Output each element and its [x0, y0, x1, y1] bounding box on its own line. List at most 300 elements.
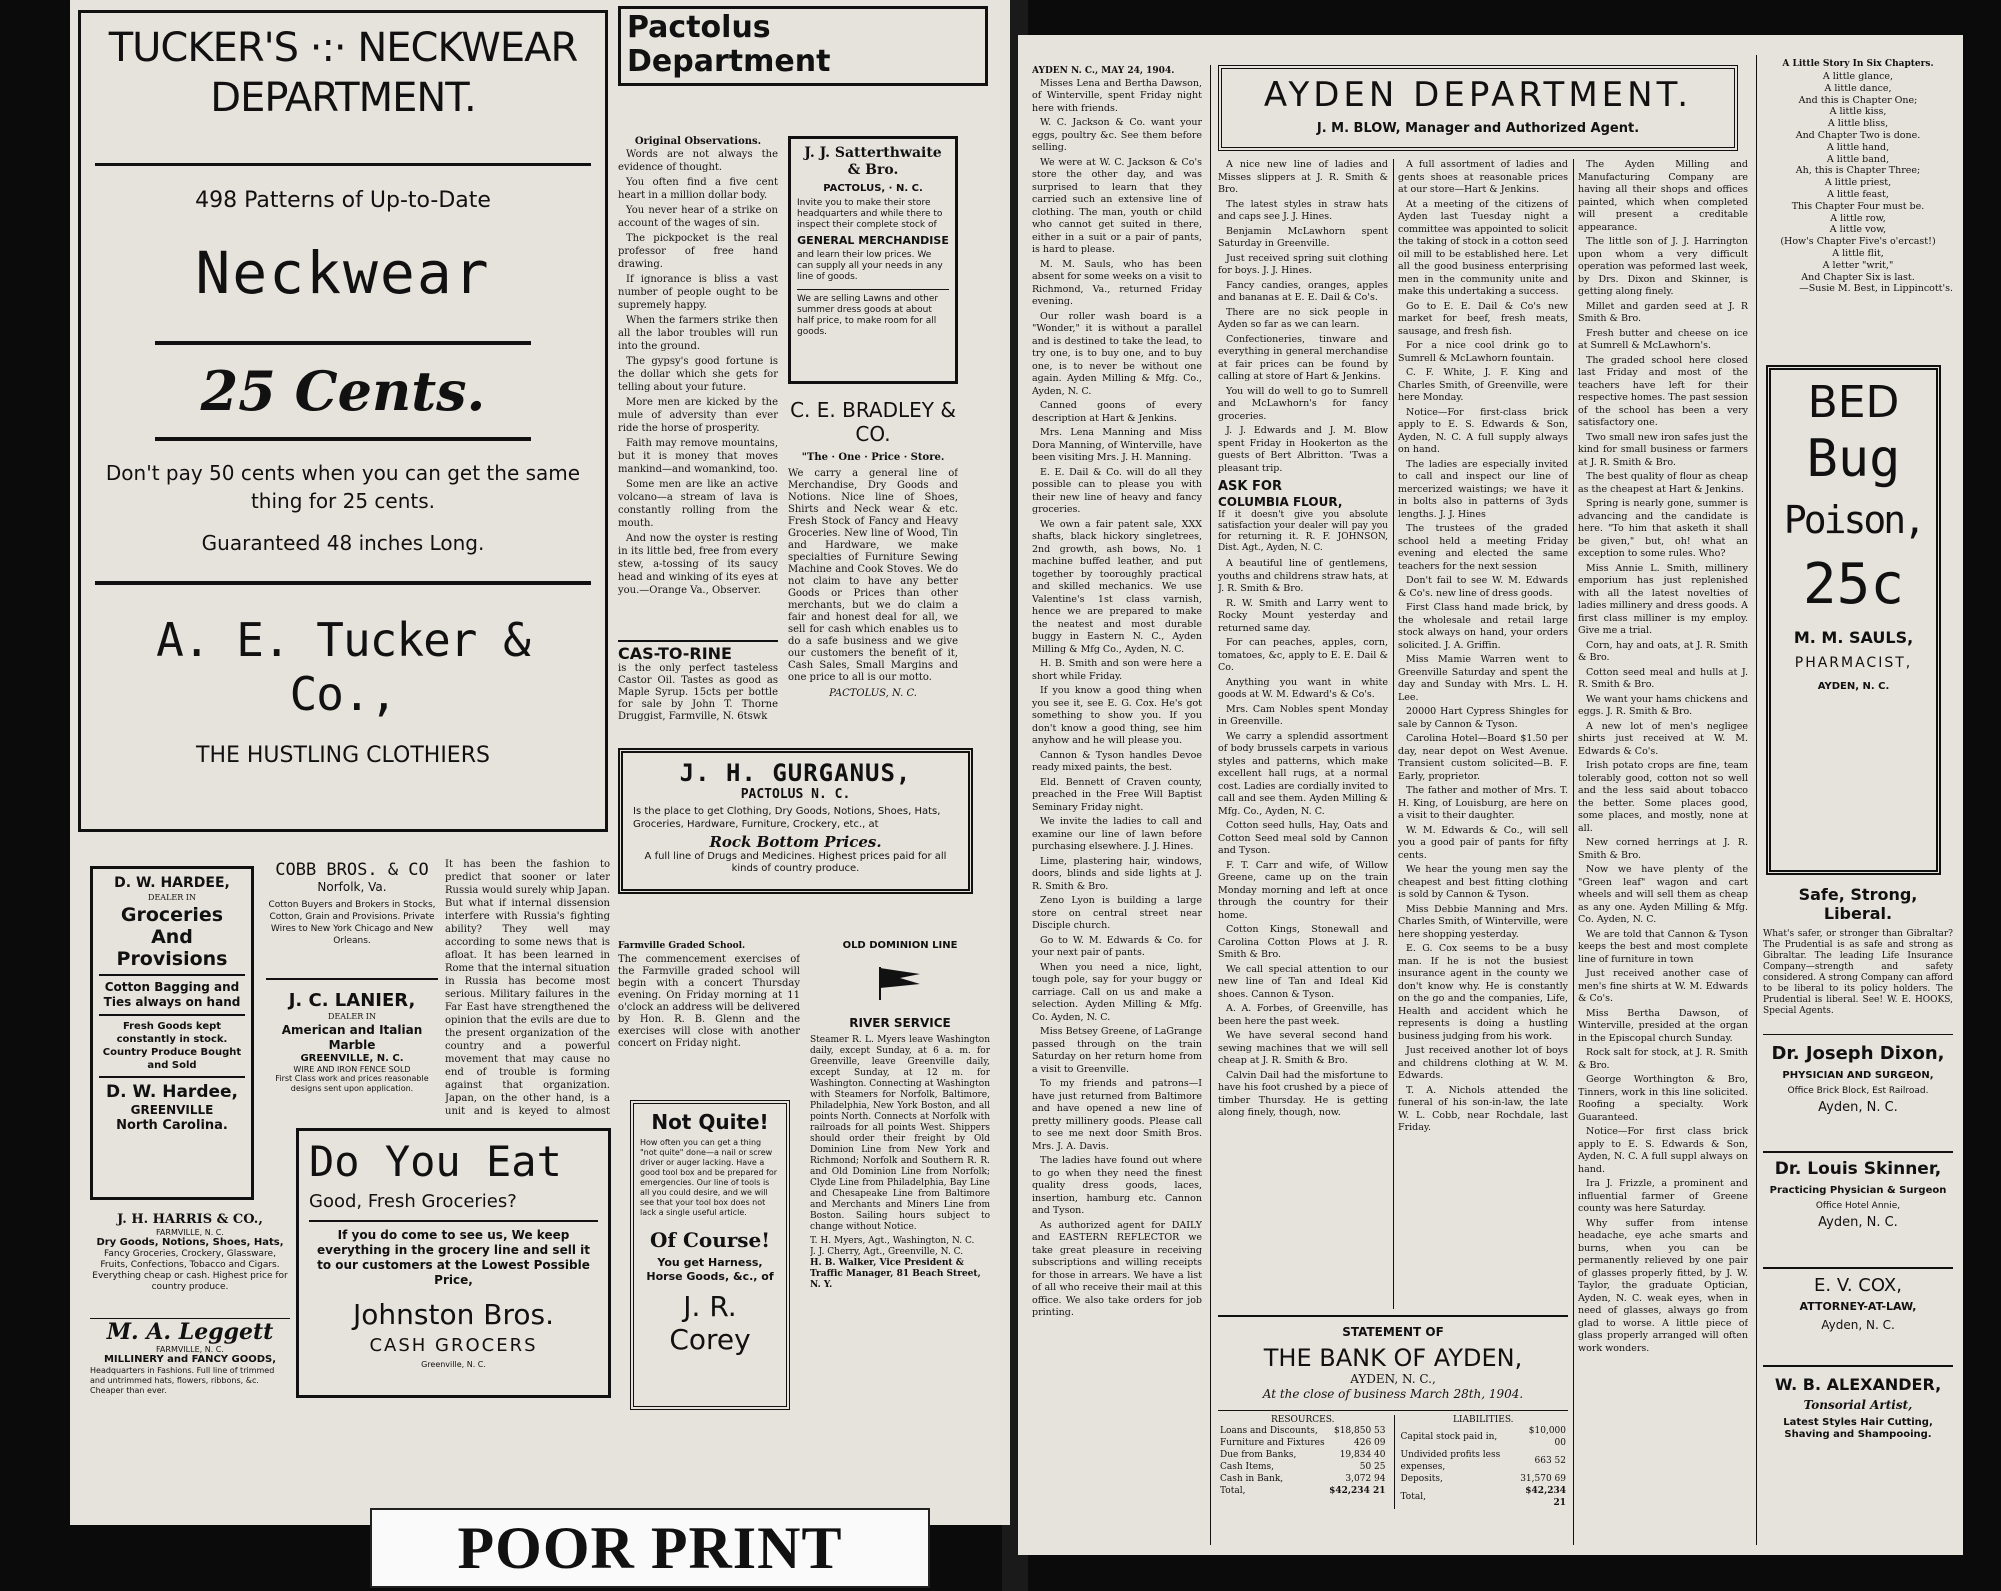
divider [155, 341, 531, 345]
news-item: Don't fail to see W. M. Edwards & Co's. new line of dress goods. [1398, 575, 1568, 599]
row-label: Total, [1400, 1492, 1426, 1502]
bedbug-l4: 25c [1802, 552, 1905, 617]
divider [95, 163, 591, 166]
poem-line: Ah, this is Chapter Three; [1795, 165, 1921, 177]
observation: Words are not always the evidence of thought. [618, 149, 778, 173]
divider [309, 1220, 598, 1222]
resources-title: RESOURCES. [1271, 1415, 1335, 1425]
harris-name: J. H. HARRIS & CO., [117, 1212, 263, 1227]
castorine-body: is the only perfect tasteless Castor Oil. Tastes as good as Maple Syrup. 15cts per bottle for sale by John T. Thorne Druggist, Farmville, N. 6tswk [618, 663, 778, 722]
divider [99, 1014, 245, 1016]
skinner-place: Ayden, N. C. [1818, 1215, 1898, 1230]
news-item: F. T. Carr and wife, of Willow Greene, came up on the train Monday morning and left at once through the country for their home. [1218, 859, 1388, 921]
observation: The gypsy's good fortune is the dollar which she gets for telling about your future. [618, 356, 778, 393]
dominion-river: RIVER SERVICE [849, 1016, 951, 1030]
news-item: A new lot of men's negligee shirts just received at W. M. Edwards & Co's. [1578, 720, 1748, 757]
row-label: Furniture and Fixtures [1220, 1438, 1325, 1448]
news-item: Cannon & Tyson handles Devoe ready mixed paints, the best. [1032, 749, 1202, 773]
news-item: Just received spring suit clothing for boys. J. J. Hines. [1218, 252, 1388, 276]
hardee-dealer: DEALER IN [148, 893, 196, 902]
table-row [1399, 1449, 1569, 1473]
news-item: 20000 Hart Cypress Shingles for sale by Cannon & Tyson. [1398, 706, 1568, 730]
news-item: Zeno Lyon is building a large store on central street near Disciple church. [1032, 895, 1202, 931]
news-item: Now we have plenty of the "Green leaf" wagon and cart wheels and will sell them as cheap as any one. Ayden Milling & Mfg. Co. Ayden, N. C. [1578, 864, 1748, 925]
news-item: M. M. Sauls, who has been absent for some weeks on a visit to Richmond, Va., returned Friday evening. [1032, 258, 1202, 307]
bank-close: At the close of business March 28th, 1904. [1262, 1387, 1524, 1401]
cox-name: E. V. COX, [1814, 1275, 1902, 1296]
prudential-title: Safe, Strong, Liberal. [1798, 885, 1918, 923]
hardee-name: D. W. HARDEE, [114, 875, 230, 891]
harris-body: Fancy Groceries, Crockery, Glassware, Fruits, Confections, Tobacco and Cigars. Everything cheap or cash. Highest price for country produce. [92, 1249, 288, 1292]
table-row [1218, 1449, 1388, 1461]
satterthwaite-ad [788, 136, 958, 384]
school-article [618, 940, 800, 1080]
lanier-dealer: DEALER IN [328, 1012, 376, 1021]
news-item: Benjamin McLawhorn spent Saturday in Greenville. [1218, 225, 1388, 249]
hardee-ad [90, 866, 254, 1200]
news-item: J. J. Edwards and J. M. Blow spent Friday in Hookerton as the guests of Bert Albritton. 'Twas a pleasant trip. [1218, 425, 1388, 474]
divider [99, 1076, 245, 1078]
castorine-ad [618, 640, 778, 750]
harris-ad [90, 1212, 290, 1312]
story-poem [1763, 59, 1953, 359]
skinner-name: Dr. Louis Skinner, [1774, 1159, 1942, 1179]
story-title: A Little Story In Six Chapters. [1782, 59, 1934, 69]
news-item: T. A. Nichols attended the funeral of his son-in-law, the late W. L. Cobb, near Rochdale, last Friday. [1398, 1084, 1568, 1133]
row-label: Cash Items, [1220, 1462, 1275, 1472]
lanier-line: American and Italian Marble [281, 1023, 423, 1052]
news-item: Anything you want in white goods at W. M. Edward's & Co's. [1218, 676, 1388, 700]
bedbug-name: M. M. SAULS, [1793, 628, 1914, 647]
poem-line: A little flit, [1832, 247, 1884, 259]
alexander-body: Latest Styles Hair Cutting, Shaving and Shampooing. [1783, 1417, 1933, 1440]
divider [95, 581, 591, 585]
news-item: Cotton seed hulls, Hay, Oats and Cotton Seed meal sold by Cannon and Tyson. [1218, 820, 1388, 856]
row-value: $10,000 00 [1528, 1426, 1566, 1448]
hardee-town: GREENVILLE [130, 1103, 214, 1117]
column-rule [1393, 159, 1394, 1309]
bradley-slogan: "The · One · Price · Store. [801, 452, 945, 463]
dixon-card [1763, 1043, 1953, 1153]
flour-body: If it doesn't give you absolute satisfaction your dealer will pay you for returning it. R. F. JOHNSON, Dist. Agt., Ayden, N. C. [1218, 510, 1388, 553]
dominion-ad [810, 940, 990, 1430]
news-item: Rock salt for stock, at J. R. Smith & Bro. [1578, 1047, 1748, 1071]
castorine-title: CAS-TO-RINE [618, 644, 732, 663]
news-item: C. F. White, J. F. King and Charles Smith, of Greenville, were here Monday. [1398, 367, 1568, 403]
poem-line: A little band, [1826, 153, 1890, 165]
bradley-name: C. E. BRADLEY & CO. [790, 398, 956, 446]
columbia-flour: COLUMBIA FLOUR, [1218, 495, 1343, 509]
ayden-column-1 [1032, 65, 1202, 1545]
news-item: The little son of J. J. Harrington upon whom a very difficult operation was peformed last week, by Drs. Dixon and Skinner, is getting along finely. [1578, 236, 1748, 297]
cox-place: Ayden, N. C. [1821, 1318, 1895, 1332]
observation: You never hear of a strike on account of the wages of sin. [618, 205, 778, 229]
news-item: When you need a nice, light, tough pole, say for your buggy or carriage. Call on us and make a selection. Ayden Milling & Mfg. Co. Ayden, N. C. [1032, 961, 1202, 1023]
news-item: Miss Bertha Dawson, of Winterville, presided at the organ in the Episcopal church Sunday. [1578, 1007, 1748, 1044]
hardee-fresh: Fresh Goods kept constantly in stock. Country Produce Bought and Sold [102, 1021, 242, 1071]
skinner-office: Office Hotel Annie, [1815, 1201, 1901, 1211]
news-item: Go to W. M. Edwards & Co. for your next pair of pants. [1032, 934, 1202, 958]
cox-role: ATTORNEY-AT-LAW, [1799, 1300, 1917, 1313]
bedbug-l2: Bug [1806, 429, 1901, 489]
liabilities-title: LIABILITIES. [1452, 1415, 1514, 1425]
news-item: Mrs. Lena Manning and Miss Dora Manning, of Winterville, have been visiting Mrs. J. H. Manning. [1032, 427, 1202, 463]
skinner-card [1763, 1159, 1953, 1269]
bank-statement-label: STATEMENT OF [1342, 1325, 1444, 1339]
patterns-line: 498 Patterns of Up-to-Date [195, 188, 491, 213]
news-item: The father and mother of Mrs. T. H. King, of Louisburg, are here on a visit to their daughter. [1398, 785, 1568, 821]
liabilities-table [1394, 1415, 1569, 1509]
news-item: We were at W. C. Jackson & Co's store the other day, and was surprised to learn that they carried such an extensive line of clothing. The man, youth or child who cannot get suited in there, either in a suit or a pair of pants, is hard to please. [1032, 156, 1202, 255]
news-item: Our roller wash board is a "Wonder," it is without a parallel and is destined to take the lead, to try one, is to buy one, and to buy one, is to never be without one again. Ayden Milling & Mfg. Co., Ayden, N. C. [1032, 310, 1202, 397]
gurganus-name: J. H. GURGANUS, [679, 759, 912, 787]
observations-title: Original Observations. [634, 136, 762, 147]
news-item: Canned goons of every description at Hart & Jenkins. [1032, 400, 1202, 424]
gurganus-place: PACTOLUS N. C. [740, 787, 851, 802]
ofcourse-title: Of Course! [649, 1228, 771, 1252]
news-item: Misses Lena and Bertha Dawson, of Winterville, spent Friday night here with friends. [1032, 77, 1202, 114]
news-item: There are no sick people in Ayden so far as we can learn. [1218, 306, 1388, 330]
lanier-name: J. C. LANIER, [288, 990, 416, 1011]
corey-body: You get Harness, Horse Goods, &c., of [646, 1256, 774, 1283]
bradley-body: We carry a general line of Merchandise, Dry Goods and Notions. Nice line of Shoes, Shirts and Neck wear & etc. Fresh Stock of Fancy and Heavy Groceries. New line of Wood, Tin and Hardware, we make specialties of Furniture Sewing Machine and Cook Stoves. We do not claim to have any better Goods or Prices than other merchants, but we do claim a fair and honest deal for all, we sell for cash which enables us to do a safe business and we give our customers the benefit of it, Cash Sales, Small Margins and one price to all is our motto. [788, 468, 958, 683]
news-item: Miss Annie L. Smith, millinery emporium has just replenished with all the latest novelties of ladies millinery and dress goods. A first class milliner is my employ. Give me a trial. [1578, 562, 1748, 636]
row-value: 426 09 [1354, 1438, 1386, 1448]
news-item: The graded school here closed last Friday and most of the teachers have left for their respective homes. The past session of the school has been a very satisfactory one. [1578, 354, 1748, 428]
leggett-place: FARMVILLE, N. C. [156, 1345, 224, 1354]
ayden-column-2 [1218, 159, 1388, 1309]
left-page [70, 0, 1010, 1525]
neckwear-headline: Neckwear [195, 239, 491, 307]
news-item: Miss Betsey Greene, of LaGrange passed through on the train Saturday on her return home from a visit to Greenville. [1032, 1026, 1202, 1075]
bank-statement [1218, 1315, 1568, 1545]
observations-column [618, 136, 778, 726]
table-row [1218, 1425, 1388, 1437]
gurganus-prices: Rock Bottom Prices. [709, 833, 882, 851]
row-value: 3,072 94 [1345, 1474, 1386, 1484]
news-item: We call special attention to our new line of Tan and Ideal Kid shoes. Cannon & Tyson. [1218, 963, 1388, 1000]
news-item: A beautiful line of gentlemens, youths and childrens straw hats, at J. R. Smith & Bro. [1218, 558, 1388, 594]
news-item: W. C. Jackson & Co. want your eggs, poultry &c. See them before selling. [1032, 117, 1202, 153]
row-value: $42,234 21 [1525, 1486, 1566, 1508]
news-item: Carolina Hotel—Board $1.50 per day, near depot on West Avenue. Transient custom solicited—B. F. Early, proprietor. [1398, 733, 1568, 782]
lanier-ad [266, 990, 438, 1110]
news-item: E. E. Dail & Co. will do all they possible can to please you with their new line of heavy and fancy groceries. [1032, 466, 1202, 515]
news-item: Spring is nearly gone, summer is advancing and the candidate is here. "To him that asketh it shall be given," but, oh! what an exception to some rules. Who? [1578, 498, 1748, 559]
news-item: We have several second hand sewing machines that we will sell cheap at J. R. Smith & Bro. [1218, 1030, 1388, 1066]
flag-icon [810, 962, 990, 1006]
dominion-body: Steamer R. L. Myers leave Washington daily, except Sunday, at 6 a. m. for Greenville, leave Greenville daily, except Sunday, at 12 m. for Washington. Connecting at Washington with Steamers for Norfolk, Baltimore, Philadelphia, New York Boston, and all points North. Connects at Norfolk with railroads for all points West. Shippers should order their freight by Old Dominion Line from New York and Richmond; Norfolk and Southern R. R. and Old Dominion Line from Norfolk; Clyde Line from Philadelphia, Bay Line and Chesapeake Line from Baltimore and Merchants and Miners Line from Boston. Sailing hours subject to change without Notice. [810, 1035, 990, 1232]
row-value: $42,234 21 [1329, 1486, 1386, 1496]
satterthwaite-gm: GENERAL MERCHANDISE [797, 234, 949, 247]
dominion-sign3: H. B. Walker, Vice President & Traffic Manager, 81 Beach Street, N. Y. [810, 1258, 981, 1290]
ayden-manager: J. M. BLOW, Manager and Authorized Agent. [1316, 121, 1640, 136]
gurganus-body: Is the place to get Clothing, Dry Goods, Notions, Shoes, Hats, Groceries, Hardware, Furniture, Crockery, etc., at [633, 806, 941, 830]
satterthwaite-body: Invite you to make their store headquarters and while there to inspect their complete stock of [797, 198, 943, 230]
dominion-sign1: T. H. Myers, Agt., Washington, N. C. [810, 1236, 975, 1246]
prudential-body: What's safer, or stronger than Gibraltar? The Prudential is as safe and strong as Gibraltar. The leading Life Insurance Company—strength and safety considered. A strong Company can afford to be liberal to its policy holders. The Prudential is liberal. See! W. E. HOOKS, Special Agents. [1763, 929, 1953, 1016]
skinner-role: Practicing Physician & Surgeon [1769, 1185, 1947, 1196]
row-value: 19,834 40 [1339, 1450, 1386, 1460]
dixon-role: PHYSICIAN AND SURGEON, [1782, 1070, 1934, 1081]
news-item: H. B. Smith and son were here a short while Friday. [1032, 658, 1202, 682]
poem-line: A little bliss, [1827, 118, 1889, 130]
news-item: We are told that Cannon & Tyson keeps the best and most complete line of furniture in town [1578, 928, 1748, 965]
observation: When the farmers strike then all the labor troubles will run into the ground. [618, 315, 778, 352]
column-rule [1573, 159, 1574, 1545]
row-value: 31,570 69 [1520, 1474, 1566, 1484]
ayden-title: AYDEN DEPARTMENT. [1263, 75, 1693, 115]
poem-line: A little kiss, [1829, 106, 1887, 118]
news-item: For can peaches, apples, corn, tomatoes, &c, apply to E. E. Dail & Co. [1218, 637, 1388, 673]
tucker-firm: A. E. Tucker & Co., [156, 613, 530, 721]
news-item: Irish potato crops are fine, team tolerably good, cotton not so well and the less said about tobacco the better. Some places good, some places, and mostly, none at all. [1578, 760, 1748, 834]
row-label: Cash in Bank, [1220, 1474, 1284, 1484]
row-label: Deposits, [1400, 1474, 1443, 1484]
ask-for: ASK FOR [1218, 479, 1282, 494]
poem-credit: —Susie M. Best, in Lippincott's. [1799, 283, 1953, 295]
johnston-name: Johnston Bros. [353, 1298, 554, 1331]
story-lines [1763, 71, 1953, 295]
divider [99, 974, 245, 976]
harris-place: FARMVILLE, N. C. [156, 1228, 224, 1237]
news-item: Fresh butter and cheese on ice at Sumrell & McLawhorn's. [1578, 327, 1748, 351]
poem-line: And this is Chapter One; [1798, 94, 1918, 106]
news-item: The Ayden Milling and Manufacturing Company are having all their shops and offices painted, which when completed will present a creditable appearance. [1578, 159, 1748, 233]
news-item: Mrs. Cam Nobles spent Monday in Greenville. [1218, 703, 1388, 727]
news-item: Go to E. E. Dail & Co's new market for beef, fresh meats, sausage, and fresh fish. [1398, 300, 1568, 337]
poem-line: And Chapter Six is last. [1801, 271, 1915, 283]
satterthwaite-place: PACTOLUS, · N. C. [823, 183, 923, 194]
tucker-title: TUCKER'S ·:· NECKWEAR DEPARTMENT. [108, 25, 578, 121]
observation: The pickpocket is the real professor of free hand drawing. [618, 233, 778, 270]
poem-line: A little dance, [1824, 82, 1892, 94]
news-item: As authorized agent for DAILY and EASTERN REFLECTOR we take great pleasure in receiving subscriptions and willing receipts for those in arrears. We have a list of all who receive their mail at this office. We also take orders for job printing. [1032, 1219, 1202, 1318]
news-item: Miss Debbie Manning and Mrs. Charles Smith, of Winterville, were here shopping yesterday. [1398, 903, 1568, 940]
observation: You often find a five cent heart in a million dollar body. [618, 177, 778, 201]
news-item: Why suffer from intense headache, eye ache smarts and burns, when you can be permanently relieved by one pair of glasses properly fitted, by J. W. Taylor, the graduate Optician, Ayden, N. C. weak eyes, when in need of glasses, always go from glad to worse. A little piece of glass properly arranged will often work wonders. [1578, 1217, 1748, 1354]
column-rule [1756, 55, 1757, 1545]
cobb-body: Cotton Buyers and Brokers in Stocks, Cotton, Grain and Provisions. Private Wires to New York Chicago and New Orleans. [268, 900, 436, 946]
news-item: We invite the ladies to call and examine our line of lawn before purchasing elsewhere. J. J. Hines. [1032, 816, 1202, 852]
row-value: $18,850 53 [1333, 1426, 1386, 1436]
poem-line: (How's Chapter Five's o'ercast!) [1780, 236, 1936, 248]
prudential-ad [1763, 885, 1953, 1035]
bedbug-ad [1766, 365, 1941, 875]
johnston-question2: Good, Fresh Groceries? [309, 1191, 517, 1212]
news-item: Fancy candies, oranges, apples and bananas at E. E. Dail & Co's. [1218, 279, 1388, 303]
right-page [1018, 35, 1963, 1555]
observation: And now the oyster is resting in its little bed, free from every stew, a-tossing of its saucy head and winking of its eyes at you.—Orange Va., Observer. [618, 533, 778, 596]
news-item: R. W. Smith and Larry went to Rocky Mount yesterday and returned same day. [1218, 597, 1388, 634]
corey-name: J. R. Corey [669, 1290, 751, 1356]
news-item: Millet and garden seed at J. R Smith & Bro. [1578, 300, 1748, 324]
news-item: The trustees of the graded school held a meeting Friday evening and elected the same teachers for the next session [1398, 523, 1568, 572]
news-item: Two small new iron safes just the kind for small business or farmers at J. R. Smith & Bro. [1578, 431, 1748, 468]
news-item: Notice—For first-class brick apply to E. S. Edwards & Son, Ayden, N. C. A full supply always on hand. [1398, 406, 1568, 455]
poem-line: A little priest, [1824, 177, 1892, 189]
observation: Some men are like an active volcano—a stream of lava is constantly rolling from the mouth. [618, 479, 778, 529]
news-item: Cotton seed meal and hulls at J. R. Smith & Bro. [1578, 666, 1748, 690]
table-row-total [1399, 1485, 1569, 1509]
bedbug-role: PHARMACIST, [1794, 655, 1913, 671]
news-item: First Class hand made brick, by the wholesale and retail large stock always on hand, your orders solicited. J. A. Griffin. [1398, 602, 1568, 651]
news-item: Lime, plastering hair, windows, doors, blinds and side lights at J. R. Smith & Bro. [1032, 855, 1202, 892]
row-label: Undivided profits less expenses, [1400, 1450, 1501, 1472]
bank-name: THE BANK OF AYDEN, [1263, 1344, 1523, 1372]
corey-ad [630, 1100, 790, 1410]
gurganus-tail: A full line of Drugs and Medicines. Highest prices paid for all kinds of country produce. [644, 851, 947, 874]
dominion-sign2: J. J. Cherry, Agt., Greenville, N. C. [810, 1247, 964, 1257]
lanier-place: GREENVILLE, N. C. [300, 1053, 404, 1064]
news-item: The best quality of flour as cheap as the cheapest at Hart & Jenkins. [1578, 471, 1748, 495]
poem-line: A letter "writ," [1822, 259, 1894, 271]
leggett-name: M. A. Leggett [106, 1319, 274, 1345]
ayden-dateline: AYDEN N. C., MAY 24, 1904. [1032, 66, 1175, 76]
russia-article: It has been the fashion to predict that sooner or later Russia would surely whip Japan. But what if internal dissension interfere with Russia's fighting ability? They well may according to some news that is afloat. It has been learned in Rome that the internal situation in Russia has become most serious. Military failures in the Far East have strengthened the opinion that the evils are due to the present organization of the country and a powerful movement that may cause no end of trouble is forming against that organization. Japan, on the other hand, is a unit and is keyed to almost [445, 859, 610, 1116]
table-row [1218, 1437, 1388, 1449]
notquite-title: Not Quite! [651, 1110, 769, 1134]
row-value: 50 25 [1359, 1462, 1386, 1472]
news-item: Confectioneries, tinware and everything in general merchandise at fair prices can be found by calling at store of Hart & Jenkins. [1218, 333, 1388, 382]
news-item: The ladies are especially invited to call and inspect our line of mercerized waistings; we have it in bolts also in patterns of 3yds lengths. J. J. Hines [1398, 458, 1568, 520]
news-item: Miss Mamie Warren went to Greenville Saturday and spent the day and Sunday with Mrs. L. H. Lee. [1398, 654, 1568, 703]
news-item: Corn, hay and oats, at J. R. Smith & Bro. [1578, 639, 1748, 663]
school-title: Farmville Graded School. [618, 941, 746, 951]
hardee-groceries: Groceries And Provisions [116, 904, 228, 970]
news-item: We carry a splendid assortment of body brussels carpets in various styles and patterns, which make excellent hall rugs, at a normal cost. Ladies are cordially invited to call and see them. Ayden Milling & Mfg. Co., Ayden, N. C. [1218, 730, 1388, 817]
news-item: A. A. Forbes, of Greenville, has been here the past week. [1218, 1003, 1388, 1027]
pactolus-title: Pactolus Department [627, 10, 831, 79]
observation: If ignorance is bliss a vast number of people ought to be supremely happy. [618, 274, 778, 311]
row-label: Capital stock paid in, [1400, 1432, 1498, 1442]
pactolus-header [618, 6, 988, 86]
news-item: George Worthington & Bro, Tinners, work in this line solicited. Roofing a specialty. Work Guaranteed. [1578, 1074, 1748, 1123]
alexander-role: Tonsorial Artist, [1803, 1398, 1913, 1412]
news-item: The latest styles in straw hats and caps see J. J. Hines. [1218, 198, 1388, 222]
news-item: A nice new line of ladies and Misses slippers at J. R. Smith & Bro. [1218, 159, 1388, 195]
tucker-ad [78, 10, 608, 832]
table-row [1399, 1425, 1569, 1449]
news-item: You will do well to go to Sumrell and McLawhorn's for fancy groceries. [1218, 385, 1388, 422]
news-item: We own a fair patent sale, XXX shafts, black hickory singletrees, 2nd growth, ash bows, No. 1 machine buffed leather, and put together by tooroughly practical and skilled mechanics. We use Valentine's 1st class varnish, hence we are prepared to make the neatest and most durable buggy in Eastern N. C., Ayden Milling & Mfg Co., Ayden, N. C. [1032, 518, 1202, 655]
poem-line: A little glance, [1822, 71, 1894, 82]
news-item: At a meeting of the citizens of Ayden last Tuesday night a committee was appointed to solicit the taking of stock in a cotton seed oil mill to be established here. Let all the good business enterprising men in the community unite and make this undertaking a success. [1398, 198, 1568, 297]
news-item: Ira J. Frizzle, a prominent and influential farmer of Greene county was here Saturday. [1578, 1178, 1748, 1214]
news-item: E. G. Cox seems to be a busy man. If he is not the busiest insurance agent in the county we don't know why. He is constantly on the go and the companies, Life, Health and accident which he represents is doing a hustling business judging from his work. [1398, 943, 1568, 1042]
cox-card [1763, 1275, 1953, 1367]
notquite-body: How often you can get a thing "not quite" done—a nail or screw driver or auger lacking. Have a good tool box and be prepared for emergencies. Our line of tools is all you could desire, and we will see that your tool box does not lack a single useful article. [640, 1138, 778, 1217]
harris-line: Dry Goods, Notions, Shoes, Hats, [96, 1237, 284, 1248]
news-item: New corned herrings at J. R. Smith & Bro. [1578, 837, 1748, 861]
table-row-total [1218, 1485, 1388, 1497]
johnston-place: Greenville, N. C. [421, 1360, 486, 1369]
resources-table [1218, 1415, 1388, 1509]
johnston-body: If you do come to see us, We keep everything in the grocery line and sell it to our customers at the Lowest Possible Price, [317, 1228, 590, 1287]
johnston-question: Do You Eat [309, 1137, 562, 1186]
poem-line: A little vow, [1829, 224, 1887, 236]
bradley-place: PACTOLUS, N. C. [829, 688, 917, 699]
gurganus-ad [618, 748, 973, 894]
news-item: To my friends and patrons—I have just returned from Baltimore and have opened a new line of pretty millinery goods. Please call to see me next door Smith Bros. Mrs. J. A. Davis. [1032, 1078, 1202, 1152]
cobb-name: COBB BROS. & CO [275, 860, 429, 880]
news-item: We hear the young men say the cheapest and best fitting clothing is sold by Cannon & Tyson. [1398, 864, 1568, 900]
news-item: We want your hams chickens and eggs. J. R. Smith & Bro. [1578, 693, 1748, 717]
price-headline: 25 Cents. [200, 359, 486, 423]
table-row [1399, 1473, 1569, 1485]
poor-print-stamp: POOR PRINT [370, 1508, 930, 1588]
ayden-column-3 [1398, 159, 1568, 1309]
leggett-line: MILLINERY and FANCY GOODS, [103, 1354, 277, 1365]
johnston-sub: CASH GROCERS [369, 1335, 538, 1356]
dominion-title: OLD DOMINION LINE [842, 940, 958, 951]
ayden-column-4 [1578, 65, 1748, 1545]
johnston-ad [296, 1128, 611, 1398]
news-item: Cotton Kings, Stonewall and Carolina Cotton Plows at J. R. Smith & Bro. [1218, 924, 1388, 960]
news-item: A full assortment of ladies and gents shoes at reasonable prices at our store—Hart & Jenkins. [1398, 159, 1568, 195]
news-item: Notice—For first class brick apply to E. S. Edwards & Son, Ayden, N. C. A full suppl always on hand. [1578, 1126, 1748, 1175]
row-label: Total, [1220, 1486, 1246, 1496]
poem-line: And Chapter Two is done. [1795, 129, 1921, 141]
news-item: Calvin Dail had the misfortune to have his foot crushed by a piece of timber Thursday. He is getting along finely, though, now. [1218, 1069, 1388, 1118]
observation: More men are kicked by the mule of adversity than ever ride the horse of prosperity. [618, 397, 778, 434]
hardee-cotton: Cotton Bagging and Ties always on hand [103, 980, 241, 1009]
news-item: W. M. Edwards & Co., will sell you a good pair of pants for fifty cents. [1398, 824, 1568, 861]
news-item: For a nice cool drink go to Sumrell & McLawhorn fountain. [1398, 340, 1568, 364]
dixon-name: Dr. Joseph Dixon, [1771, 1043, 1945, 1064]
bedbug-place: AYDEN, N. C. [1817, 681, 1890, 692]
news-item: The ladies have found out where to go when they need the finest quality dress goods, laces, insertion, hamburg etc. Cannon and Tyson. [1032, 1155, 1202, 1216]
table-row [1218, 1473, 1388, 1485]
dixon-place: Ayden, N. C. [1818, 1100, 1898, 1115]
observation: Faith may remove mountains, but it is money that moves mankind—and womankind, too. [618, 438, 778, 475]
cobb-ad [266, 860, 438, 980]
cobb-place: Norfolk, Va. [317, 880, 387, 894]
hardee-state: North Carolina. [116, 1118, 228, 1133]
guarantee-text: Guaranteed 48 inches Long. [201, 531, 485, 555]
bedbug-l3: Poison, [1783, 498, 1924, 542]
news-item: Just received another lot of boys and childrens clothing at W. M. Edwards. [1398, 1045, 1568, 1081]
poem-line: A little feast, [1827, 188, 1889, 200]
table-row [1218, 1461, 1388, 1473]
dont-pay-text: Don't pay 50 cents when you can get the same thing for 25 cents. [105, 461, 581, 513]
bank-place: AYDEN, N. C., [1350, 1372, 1436, 1386]
satterthwaite-lawns: We are selling Lawns and other summer dress goods at about half price, to make room for all goods. [797, 289, 949, 338]
column-rule [1210, 65, 1211, 1545]
satterthwaite-body2: and learn their low prices. We can supply all your needs in any line of goods. [797, 250, 943, 282]
row-label: Due from Banks, [1220, 1450, 1297, 1460]
dixon-office: Office Brick Block, Est Railroad. [1787, 1086, 1929, 1096]
divider [155, 437, 531, 441]
row-value: 663 52 [1534, 1456, 1566, 1466]
leggett-ad [90, 1318, 290, 1418]
news-item: Eld. Bennett of Craven county, preached in the Free Will Baptist Seminary Friday night. [1032, 776, 1202, 813]
lanier-fence: WIRE AND IRON FENCE SOLD [293, 1065, 411, 1074]
alexander-name: W. B. ALEXANDER, [1774, 1375, 1942, 1394]
bedbug-l1: BED [1807, 377, 1900, 428]
news-item: If you know a good thing when you see it, see E. G. Cox. He's got something to show you. If you don't know a good thing, see him anyhow and he will please you. [1032, 685, 1202, 746]
poem-line: This Chapter Four must be. [1791, 200, 1925, 212]
tucker-tag: THE HUSTLING CLOTHIERS [196, 743, 490, 768]
satterthwaite-name: J. J. Satterthwaite & Bro. [804, 145, 942, 178]
bradley-ad [788, 398, 958, 728]
leggett-body: Headquarters in Fashions. Full line of trimmed and untrimmed hats, flowers, ribbons, &c. Cheaper than ever. [90, 1366, 275, 1395]
lanier-tail: First Class work and prices reasonable designs sent upon application. [275, 1074, 429, 1093]
news-item: Just received another case of men's fine shirts at W. M. Edwards & Co's. [1578, 968, 1748, 1004]
school-body: The commencement exercises of the Farmville graded school will begin with a concert Thursday evening. On Friday morning at 11 o'clock an address will be delivered by Hon. R. B. Glenn and the exercises will close with another concert on Friday night. [618, 954, 800, 1049]
poem-line: A little row, [1830, 212, 1886, 224]
row-label: Loans and Discounts, [1220, 1426, 1318, 1436]
